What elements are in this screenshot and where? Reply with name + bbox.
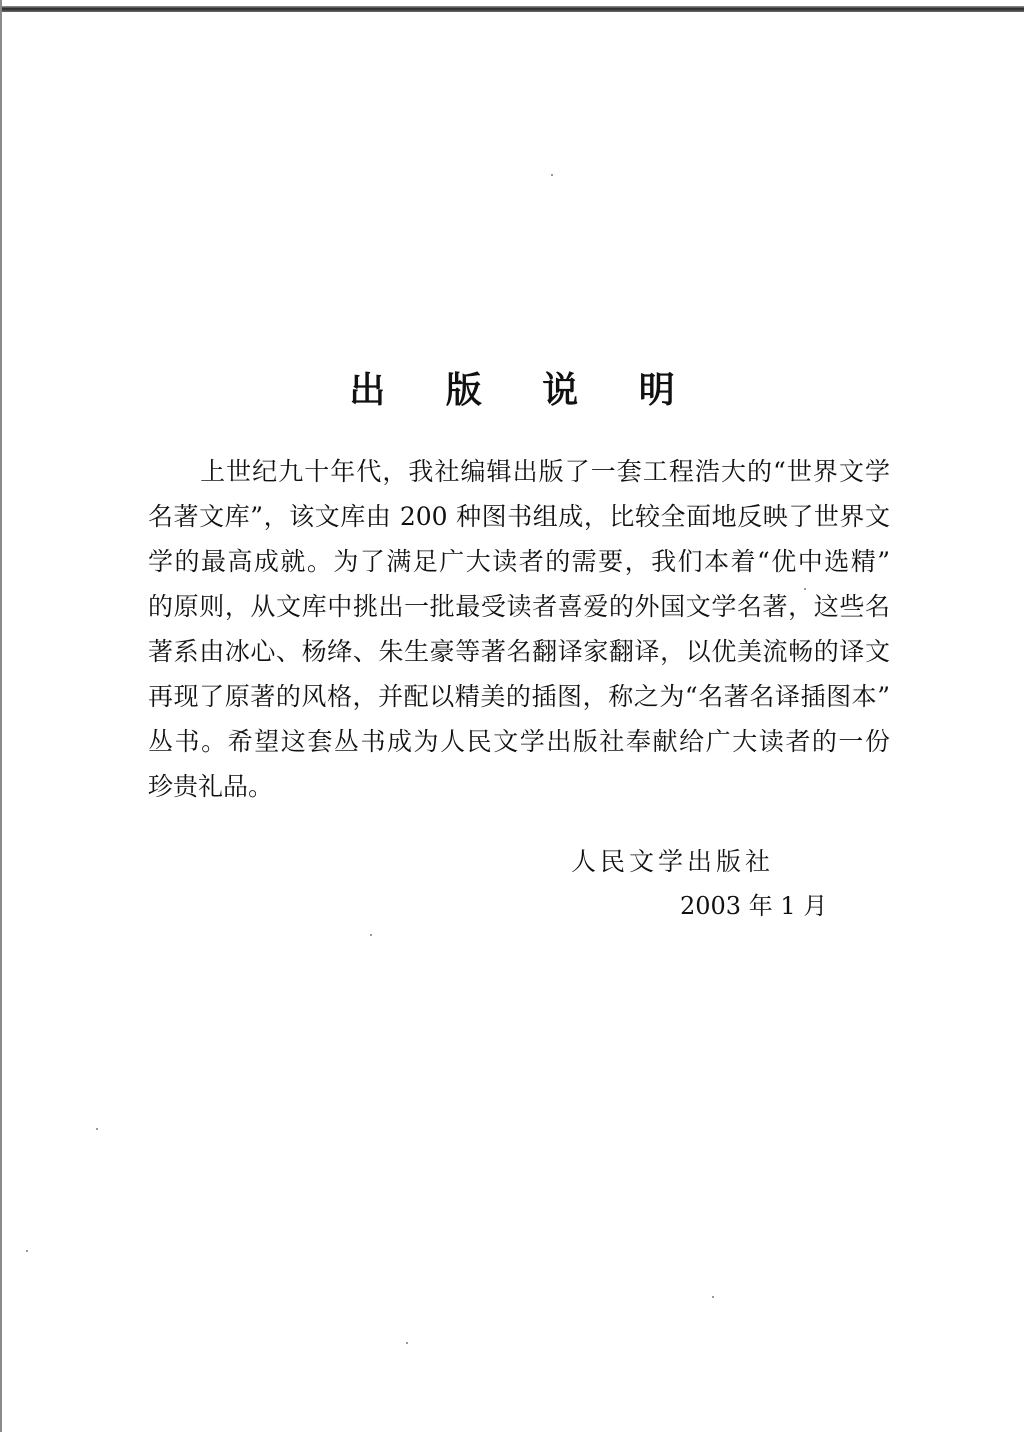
scan-speck xyxy=(551,174,553,176)
body-line: 的原则，从文库中挑出一批最受读者喜爱的外国文学名著，这些名 xyxy=(148,592,890,621)
publication-date: 2003 年 1 月 xyxy=(680,892,828,920)
body-line: 再现了原著的风格，并配以精美的插图，称之为“名著名译插图本” xyxy=(148,682,890,711)
body-line: 名著文库”，该文库由 200 种图书组成，比较全面地反映了世界文 xyxy=(148,502,890,531)
page-title: 出 版 说 明 xyxy=(349,369,699,412)
body-line: 珍贵礼品。 xyxy=(148,772,274,801)
body-line: 丛书。希望这套丛书成为人民文学出版社奉献给广大读者的一份 xyxy=(148,727,890,756)
body-line: 学的最高成就。为了满足广大读者的需要，我们本着“优中选精” xyxy=(148,547,890,576)
signature-block xyxy=(0,836,1024,936)
scan-speck xyxy=(370,934,372,936)
body-line: 上世纪九十年代，我社编辑出版了一套工程浩大的“世界文学 xyxy=(148,457,890,486)
scan-speck xyxy=(804,588,806,590)
scan-speck xyxy=(406,1342,408,1344)
scan-border-left xyxy=(0,0,2,1432)
scan-speck xyxy=(712,1296,714,1298)
publication-note-body xyxy=(148,449,890,809)
scan-speck xyxy=(26,1250,28,1252)
scan-border-top xyxy=(0,6,1024,12)
publisher-name: 人民文学出版社 xyxy=(571,847,775,876)
scan-speck xyxy=(96,1128,98,1130)
body-line: 著系由冰心、杨绛、朱生豪等著名翻译家翻译，以优美流畅的译文 xyxy=(148,637,890,666)
